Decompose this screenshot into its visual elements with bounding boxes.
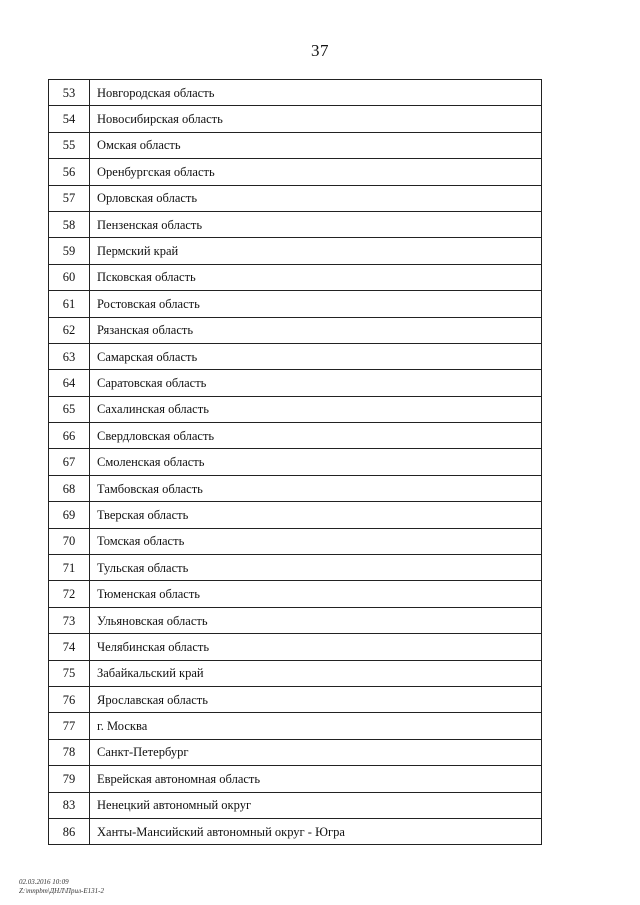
region-code: 66 (49, 423, 90, 449)
table-row (49, 159, 542, 185)
region-code: 58 (49, 211, 90, 237)
region-name: Пензенская область (90, 211, 542, 237)
table-row (49, 423, 542, 449)
region-code: 86 (49, 818, 90, 844)
region-code: 73 (49, 607, 90, 633)
table-row (49, 739, 542, 765)
region-code: 69 (49, 502, 90, 528)
region-name: Саратовская область (90, 370, 542, 396)
file-stamp-datetime: 02.03.2016 10:09 (19, 878, 69, 886)
table-row (49, 264, 542, 290)
table-row (49, 555, 542, 581)
table-row (49, 80, 542, 106)
region-name: Самарская область (90, 343, 542, 369)
table-row (49, 185, 542, 211)
region-code: 76 (49, 686, 90, 712)
region-code: 61 (49, 291, 90, 317)
region-name: Новгородская область (90, 80, 542, 106)
region-name: Тамбовская область (90, 475, 542, 501)
regions-table-body (49, 80, 542, 845)
region-code: 53 (49, 80, 90, 106)
table-row (49, 211, 542, 237)
table-row (49, 581, 542, 607)
region-name: Ульяновская область (90, 607, 542, 633)
region-name: Ненецкий автономный округ (90, 792, 542, 818)
region-name: Пермский край (90, 238, 542, 264)
region-name: Ханты-Мансийский автономный округ - Югра (90, 818, 542, 844)
region-name: Смоленская область (90, 449, 542, 475)
regions-table (48, 79, 542, 845)
table-row (49, 502, 542, 528)
region-code: 57 (49, 185, 90, 211)
region-name: Оренбургская область (90, 159, 542, 185)
region-code: 71 (49, 555, 90, 581)
table-row (49, 792, 542, 818)
region-name: Санкт-Петербург (90, 739, 542, 765)
region-code: 75 (49, 660, 90, 686)
region-name: Новосибирская область (90, 106, 542, 132)
table-row (49, 713, 542, 739)
file-stamp-path: Z:\mnpbm\ДНЛ\Прил-Е131-2 (19, 887, 104, 895)
region-name: Ростовская область (90, 291, 542, 317)
table-row (49, 607, 542, 633)
region-name: Еврейская автономная область (90, 766, 542, 792)
region-name: Тюменская область (90, 581, 542, 607)
region-code: 59 (49, 238, 90, 264)
page-number: 37 (311, 41, 329, 60)
region-name: Тверская область (90, 502, 542, 528)
region-code: 70 (49, 528, 90, 554)
table-row (49, 106, 542, 132)
table-row (49, 370, 542, 396)
region-code: 77 (49, 713, 90, 739)
region-code: 63 (49, 343, 90, 369)
region-code: 74 (49, 634, 90, 660)
table-row (49, 660, 542, 686)
region-name: Челябинская область (90, 634, 542, 660)
table-row (49, 396, 542, 422)
region-code: 72 (49, 581, 90, 607)
table-row (49, 291, 542, 317)
region-name: Сахалинская область (90, 396, 542, 422)
region-code: 62 (49, 317, 90, 343)
table-row (49, 317, 542, 343)
region-name: Свердловская область (90, 423, 542, 449)
file-stamp (19, 878, 104, 896)
region-code: 79 (49, 766, 90, 792)
region-name: Ярославская область (90, 686, 542, 712)
table-row (49, 818, 542, 844)
table-row (49, 449, 542, 475)
region-code: 83 (49, 792, 90, 818)
table-row (49, 634, 542, 660)
region-code: 68 (49, 475, 90, 501)
region-code: 67 (49, 449, 90, 475)
region-code: 56 (49, 159, 90, 185)
region-name: г. Москва (90, 713, 542, 739)
region-name: Рязанская область (90, 317, 542, 343)
region-name: Псковская область (90, 264, 542, 290)
table-row (49, 132, 542, 158)
region-code: 54 (49, 106, 90, 132)
region-code: 55 (49, 132, 90, 158)
table-row (49, 475, 542, 501)
region-code: 64 (49, 370, 90, 396)
region-name: Тульская область (90, 555, 542, 581)
region-name: Томская область (90, 528, 542, 554)
table-row (49, 528, 542, 554)
region-code: 60 (49, 264, 90, 290)
region-name: Забайкальский край (90, 660, 542, 686)
region-name: Орловская область (90, 185, 542, 211)
table-row (49, 766, 542, 792)
table-row (49, 238, 542, 264)
region-code: 65 (49, 396, 90, 422)
region-name: Омская область (90, 132, 542, 158)
region-code: 78 (49, 739, 90, 765)
table-row (49, 343, 542, 369)
table-row (49, 686, 542, 712)
